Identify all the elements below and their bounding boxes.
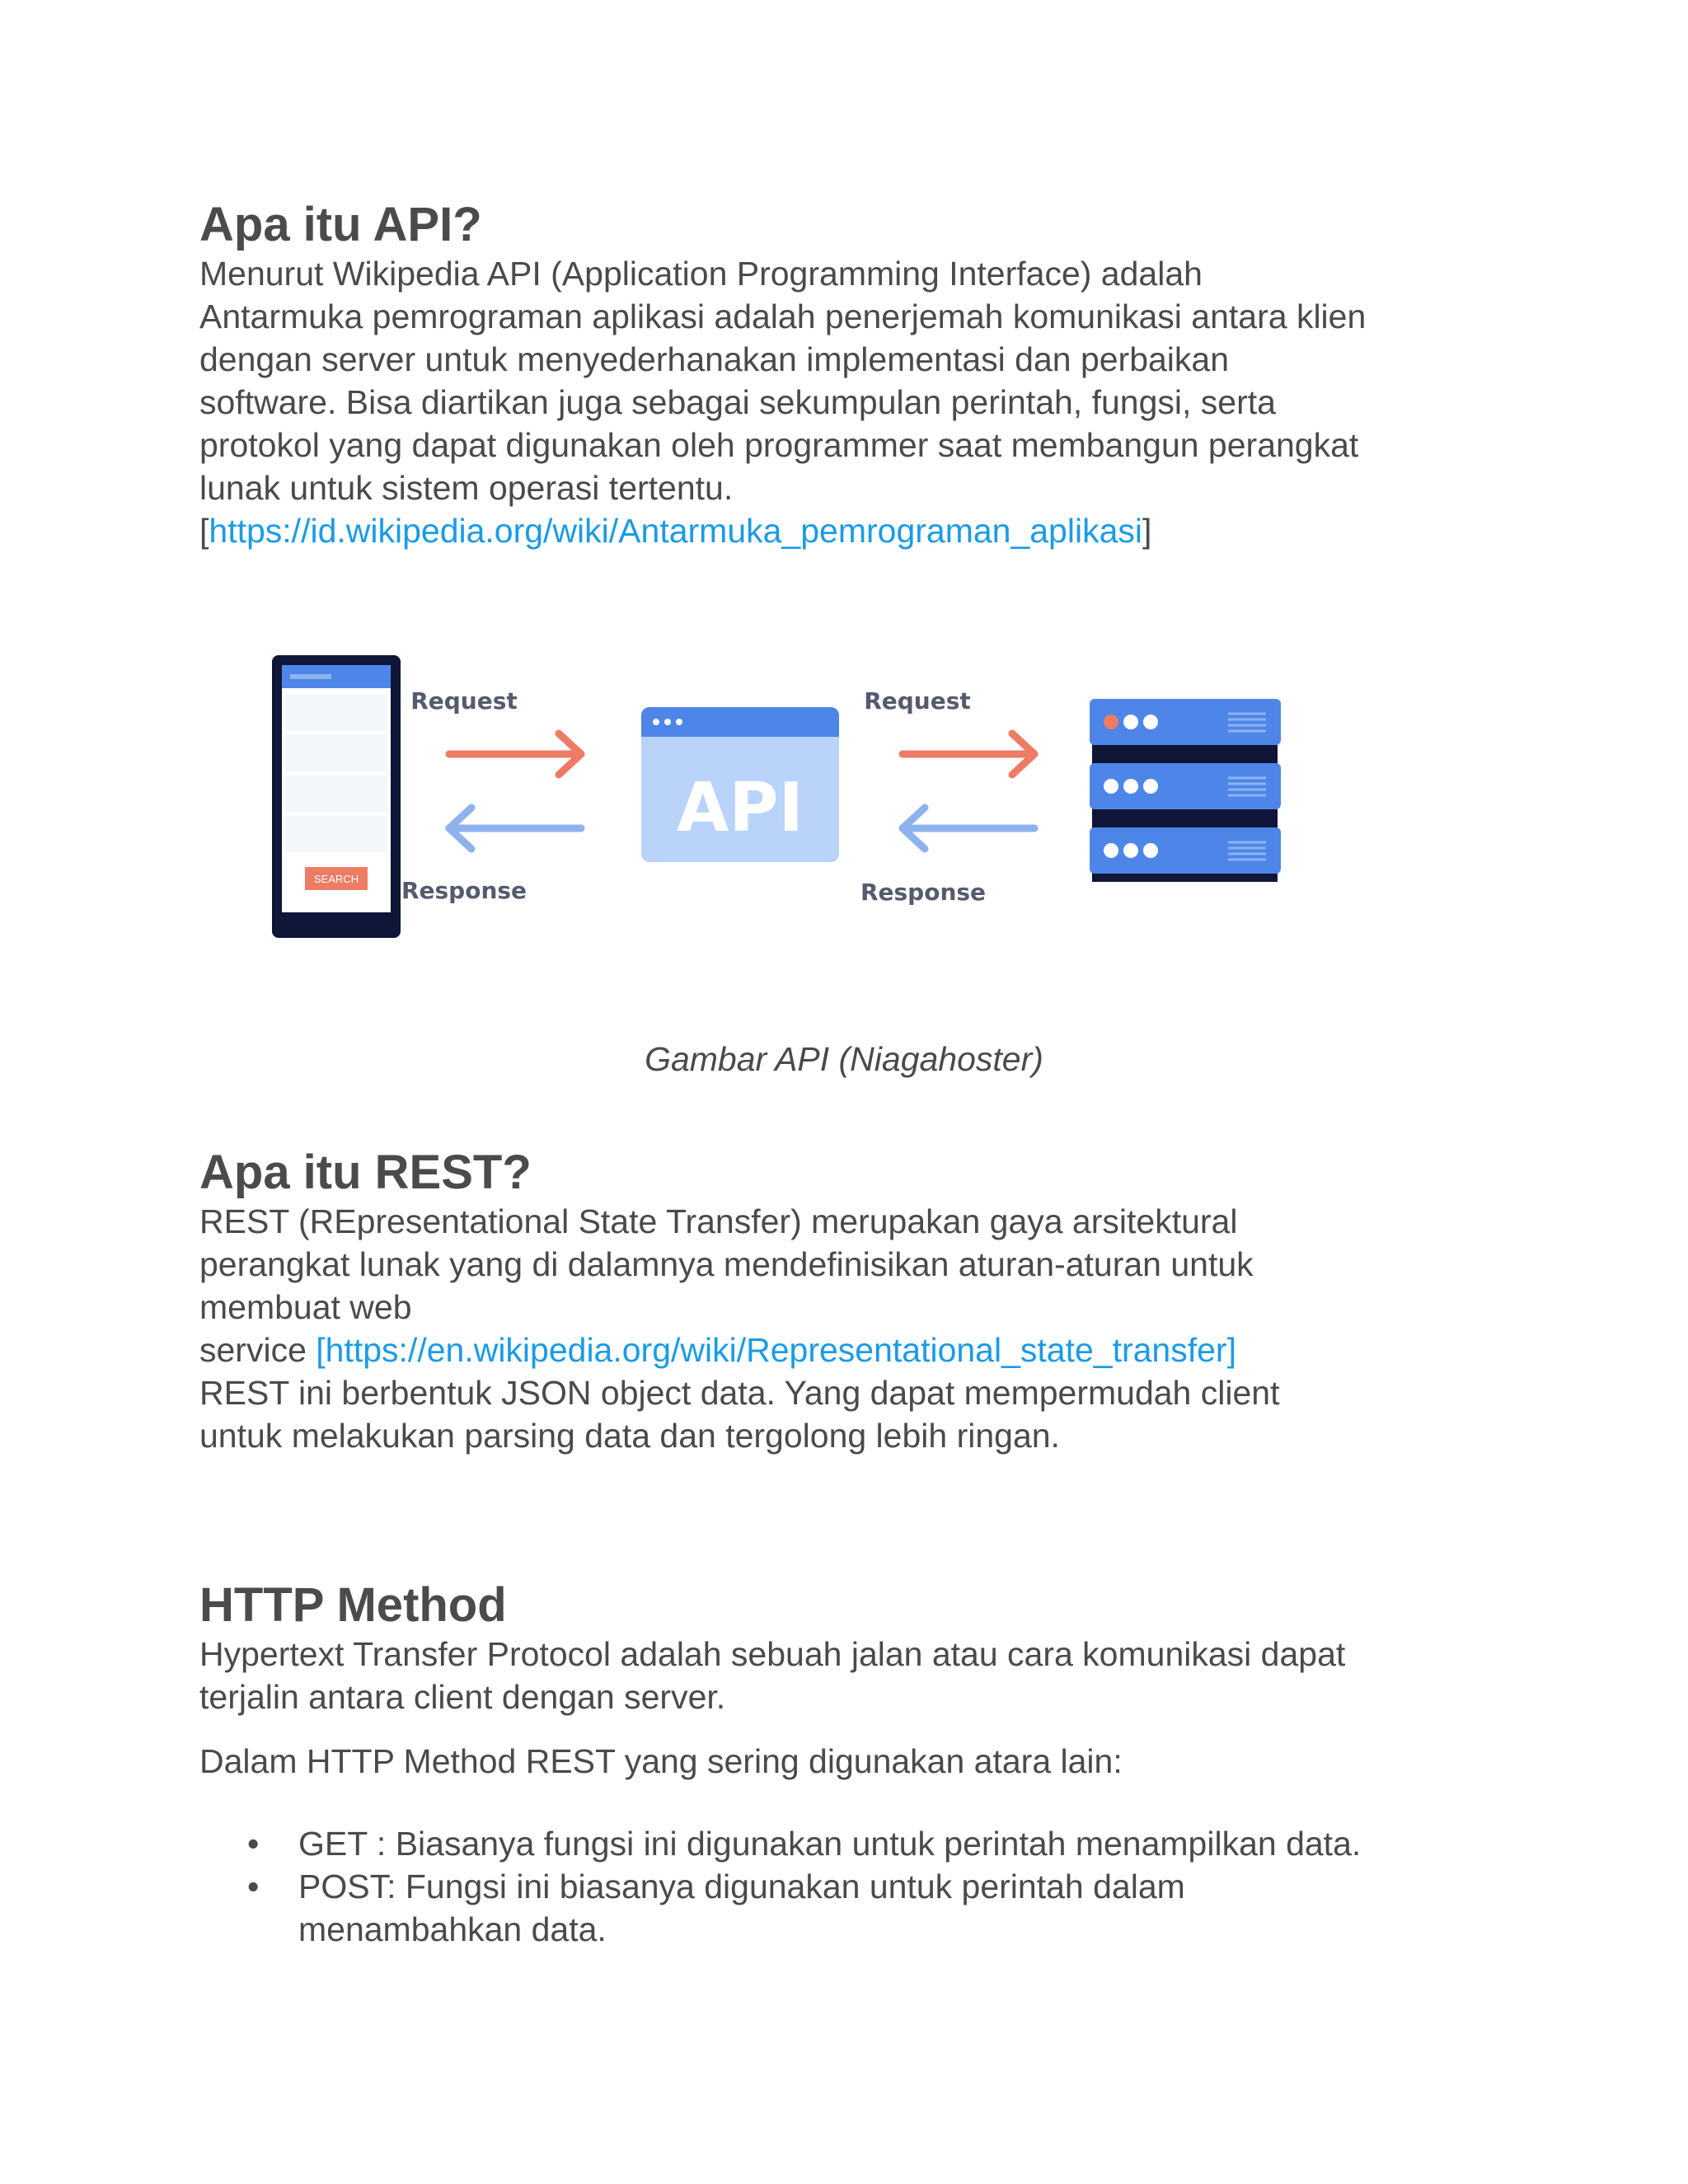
api-line-4: software. Bisa diartikan juga sebagai sekumpulan perintah, fungsi, serta: [199, 383, 1276, 421]
search-button-label: SEARCH: [313, 873, 359, 885]
response-arrow-right: [903, 808, 1034, 849]
api-line-3: dengan server untuk menyederhanakan implementasi dan perbaikan: [199, 340, 1230, 378]
http-line-1: Hypertext Transfer Protocol adalah sebuah jalan atau cara komunikasi dapat: [199, 1635, 1346, 1673]
http-line-2: terjalin antara client dengan server.: [199, 1678, 726, 1716]
rest-line-4: REST ini berbentuk JSON object data. Yang dapat mempermudah client: [199, 1374, 1280, 1412]
section-http-method: [199, 1578, 1518, 1951]
server-illustration: [1090, 699, 1281, 882]
rest-line-5: untuk melakukan parsing data dan tergolong lebih ringan.: [199, 1417, 1060, 1455]
api-line-1: Menurut Wikipedia API (Application Programming Interface) adalah: [199, 255, 1203, 293]
figure-caption: Gambar API (Niagahoster): [645, 1040, 1043, 1078]
bracket-close: ]: [1142, 512, 1152, 550]
response-label-left: Response: [401, 877, 528, 904]
list-item-text-cont: menambahkan data.: [298, 1910, 607, 1948]
bullet-icon: •: [247, 1825, 260, 1863]
wikipedia-rest-link[interactable]: [https://en.wikipedia.org/wiki/Representational_state_transfer]: [316, 1331, 1236, 1369]
request-label-right: Request: [864, 687, 971, 715]
rest-line-2: perangkat lunak yang di dalamnya mendefinisikan aturan-aturan untuk: [199, 1245, 1254, 1283]
http-methods-list: [199, 1822, 1518, 1951]
heading-rest: Apa itu REST?: [199, 1146, 532, 1199]
section-rest: [199, 1146, 1518, 1457]
rest-line-3: membuat web: [199, 1288, 412, 1326]
response-arrow-left: [449, 808, 581, 849]
http-intro: Dalam HTTP Method REST yang sering digunakan atara lain:: [199, 1742, 1123, 1780]
api-diagram: [247, 610, 1319, 956]
heading-api: Apa itu API?: [199, 198, 482, 251]
phone-illustration: [272, 655, 401, 938]
api-line-6: lunak untuk sistem operasi tertentu.: [199, 469, 734, 507]
rest-link-line: [199, 1329, 1518, 1371]
list-item-post: [247, 1865, 1518, 1951]
api-line-2: Antarmuka pemrograman aplikasi adalah penerjemah komunikasi antara klien: [199, 298, 1367, 335]
list-item-get: [247, 1822, 1518, 1865]
request-label-left: Request: [410, 687, 518, 715]
section-api: [199, 198, 1518, 552]
api-window: [641, 707, 839, 862]
rest-line-1: REST (REpresentational State Transfer) merupakan gaya arsitektural: [199, 1202, 1238, 1240]
heading-http-method: HTTP Method: [199, 1578, 507, 1632]
bracket-open: [: [199, 512, 209, 550]
api-link-line: [199, 509, 1518, 552]
service-prefix: service: [199, 1331, 316, 1369]
api-line-5: protokol yang dapat digunakan oleh programmer saat membangun perangkat: [199, 426, 1359, 464]
api-window-label: API: [676, 769, 804, 847]
list-item-text: POST: Fungsi ini biasanya digunakan untuk perintah dalam: [298, 1868, 1185, 1905]
wikipedia-api-link[interactable]: https://id.wikipedia.org/wiki/Antarmuka_pemrograman_aplikasi: [209, 512, 1142, 550]
response-label-right: Response: [860, 879, 987, 906]
bullet-icon: •: [247, 1868, 260, 1905]
request-arrow-left: [449, 733, 581, 775]
request-arrow-right: [903, 733, 1034, 775]
list-item-text: GET : Biasanya fungsi ini digunakan untuk perintah menampilkan data.: [298, 1825, 1362, 1863]
